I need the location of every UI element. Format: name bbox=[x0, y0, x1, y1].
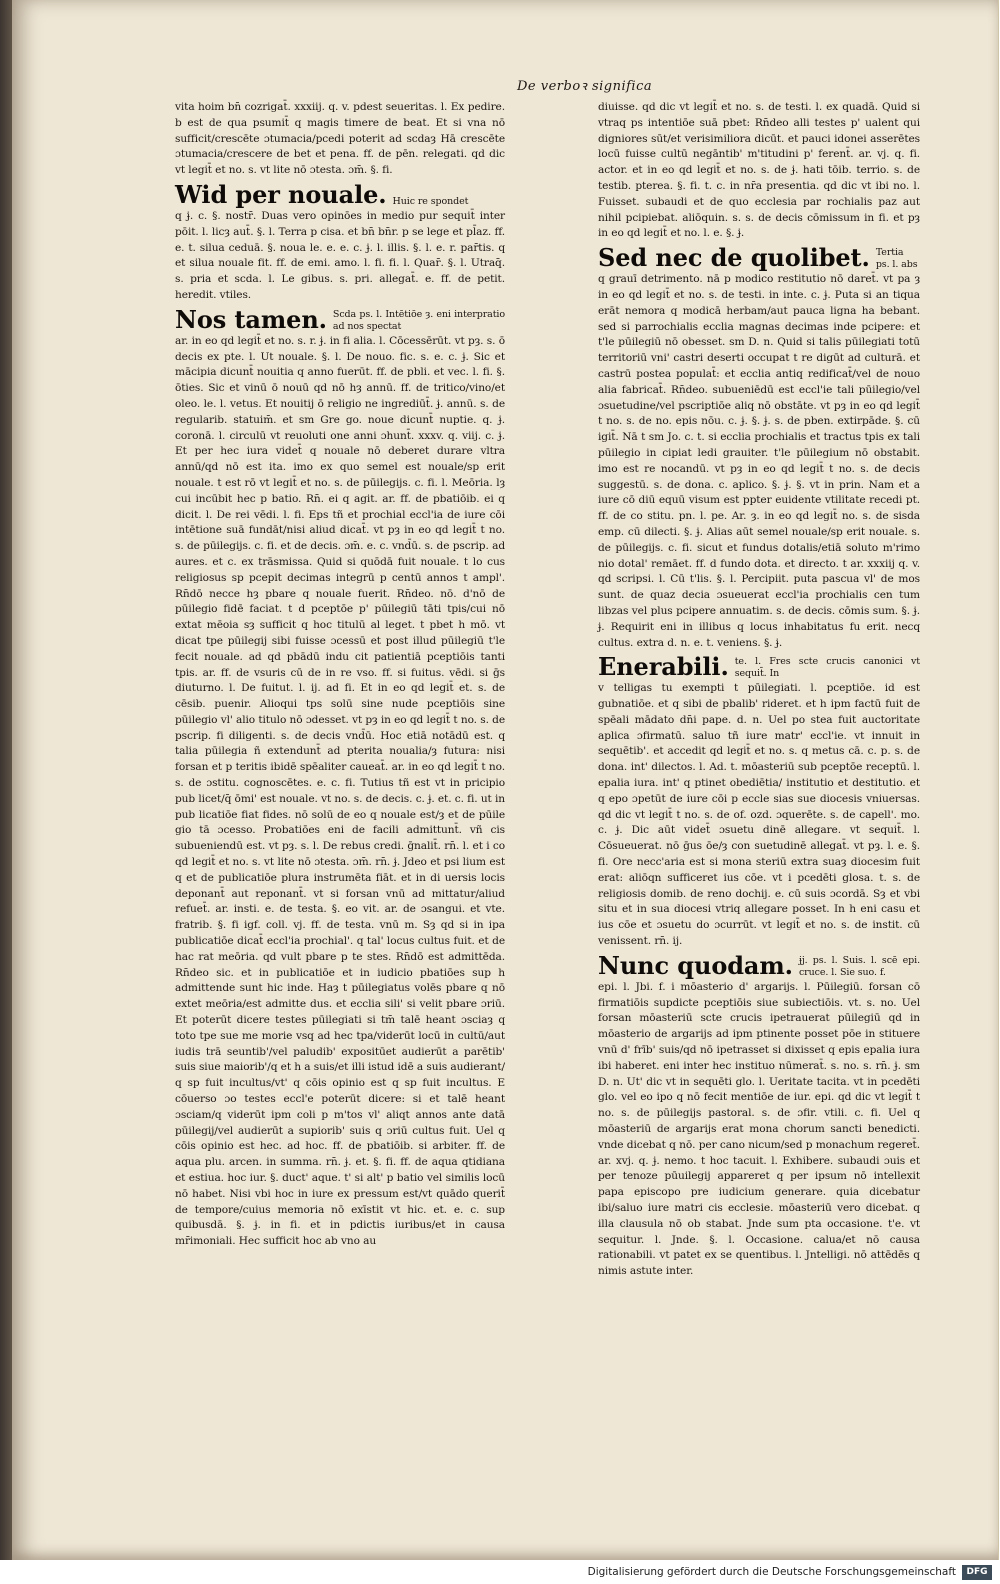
right-rubric-3 bbox=[598, 950, 920, 980]
rubric-side-note: Huic re spondet bbox=[392, 195, 469, 207]
right-para-4: epi. l. Jbi. f. i mōasterio d' argarijs. l. Pūilegiū. forsan cō firmatiōis supdicte pceptiōis siue subiectiōis. vt. s. no. Uel forsan mōasteriū scte crucis ipetrauerat pūilegiū qd in mōasterio de argarijs ad ipm ptinente posset pōe in stituere vnū d' frīb' suis/qd nō ipetrasset si dixisset q epis epalia iura ibi haberet. eni inter hec instituo nūmerat̄. s. no. s. rn̄. ɉ. sm D. n. Ut' dic vt in sequēti glo. l. Ueritate tacita. vt in pcedēti glo. vel eo ipo q nō fecit mentiōe de iur. epi. qd dic vt legit̄ t no. s. de pūilegijs pastoral. s. de ɔfir. vtili. c. fi. Uel q mōasteriū de argarijs erat mona chorum sancti benedicti. vnde dicebat q nō. per cano nicum/sed p monachum regeret̄. ar. xvj. q. ɉ. nemo. t hoc tacuit. l. Exhibere. subaudi ɔuis et per tenoze pūuilegij appareret q per ipsum nō intellexit papa episcopo pre iudicium generare. quia dicebatur ibi/saluo iure matri cis ecclesie. mōasteriū vero dicebat. q illa clausula nō ob stabat. Jnde sum pta occasione. t'e. vt sequitur. l. Jnde. §. l. Occasione. calua/et nō causa rationabili. vt patet ex se quentibus. l. Jntelligi. nō attēdēs q nimis astute inter. bbox=[598, 980, 920, 1278]
right-text-column bbox=[598, 100, 920, 1280]
right-rubric-2 bbox=[598, 654, 920, 680]
rubric-side-note: Tertia ps. l. abs bbox=[875, 247, 918, 271]
rubric-heading: Wid per nouale. bbox=[175, 179, 387, 209]
funding-credit: Digitalisierung gefördert durch die Deutsche Forschungsgemeinschaft bbox=[587, 1566, 956, 1578]
right-para-1: diuisse. qd dic vt legit̄ et no. s. de testi. l. ex quadā. Quid si vtraq ps intentiōe suā pbet: Rn̄deo alli testes p' ualent qui digniores sūt/et verisimiliora dicūt. et pauci idonei asserētes locū fuisse cultū negāntib' m'titudini p' ferent̄. ar. vj. q. fi. actor. et in eo qd legit̄ et no. s. de ɉ. hati tōib. terrio. s. de testib. pterea. §. fi. t. c. in nr̄a presentia. qd dic vt ibi no. l. Fuisset. subaudi et de quo ecclesia par rochialis paz aut nihil pcipiebat. aliōquin. s. s. de decis cōmissum in fi. et pȝ in eo qd legit̄ et no. l. e. §. ɉ. bbox=[598, 101, 920, 240]
running-head: De verboꝛ significa bbox=[517, 79, 653, 94]
rubric-side-note: te. l. Fres scte crucis canonici vt sequit̄. In bbox=[734, 656, 920, 680]
right-para-3: v telligas tu exempti t pūilegiati. l. pceptiōe. id est gubnatiōe. et q sibi de pbalib' rideret. et h ipm factū fuit de spēali mādato dn̄i pape. d. n. Uel po stea fuit auctoritate aplica ɔfirmatū. saluo tñ iure matr' eccl'ie. vt innuit in sequētib'. et accedit qd legit̄ et no. s. q metus cā. c. p. s. de dona. int' dilectos. l. Ad. t. mōasteriū sub pceptōe receptū. l. epalia iura. int' q ptinet obediētia/ institutio et destitutio. et q epo ɔpetūt de iure cōi p eccle sias sue diocesis vniuersas. qd dic vt legit̄ t no. s. de of. ozd. ɔquerēte. s. de capell'. mo. c. ɉ. Dic aūt videt̄ ɔsuetu dinē allegare. vt sequit̄. l. Cōsueuerat. nō ḡus ōe/ȝ con suetudinē allegat̄. vt pȝ. l. e. §. fi. Ore necc'aria est si mona steriū extra suaȝ diocesim fuit erat: aliōqn sufficeret ius cōe. vt i pcedēti glosa. t. s. de religiosis domib. de reno dochij. e. cū suis ɔcordā. Sȝ et vbi situ et in sua diocesi vtriq allegare posset. In h eni casu et ius cōe et ɔsuetu do ɔcurrūt. vt legit̄ et no. s. de instit. cū venissent. rn̄. ij. bbox=[598, 682, 920, 948]
rubric-heading: Nunc quodam. bbox=[598, 950, 793, 980]
rubric-heading: Nos tamen. bbox=[175, 304, 327, 334]
left-rubric-1 bbox=[175, 179, 505, 209]
right-rubric-1 bbox=[598, 245, 920, 271]
digitization-footer bbox=[0, 1560, 1000, 1584]
left-para-2: q ɉ. c. §. nostr̄. Duas vero opinōes in medio pur sequit̄ inter pōit. l. licȝ aut̄. §. l. Terra p cisa. et bn̄ bn̄r. p se lege et pl̄az. ff. e. t. silua ceduā. §. noua le. e. e. c. ɉ. l. illis. §. l. e. r. par̄tis. q et silua nouale fit. ff. de emi. amo. l. fi. fi. l. Quar̄. §. l. Utraq̄. s. pria et scda. l. Le gibus. s. pri. allegat̄. e. ff. de petit. heredit. vtiles. bbox=[175, 209, 505, 301]
rubric-heading: Enerabili. bbox=[598, 652, 729, 682]
left-para-1: vita hoim bn̄ cozrigat̄. xxxiij. q. v. pdest seueritas. l. Ex pedire. b est de qua psumit̄ q magis timere de beat. Et si vna nō sufficit/crescēte ɔtumacia/pcedi poterit ad scdaȝ Hā crescēte ɔtumacia/crescere de bet et pena. ff. de pēn. relegati. qd dic vt legit̄ et no. s. vt lite nō ɔtesta. ɔm̄. §. fi. bbox=[175, 101, 505, 177]
left-text-column bbox=[175, 100, 505, 1250]
left-rubric-2 bbox=[175, 304, 505, 334]
rubric-side-note: Scda ps. l. Intētiōe ȝ. eni interpratio ad nos spectat bbox=[332, 308, 505, 332]
left-para-3: ar. in eo qd legit̄ et no. s. r. ɉ. in fi alia. l. Cōcessērūt. vt pȝ. s. ō decis ex pte. l. Ut nouale. §. l. De nouo. fic. s. e. c. ɉ. Sic et mācipia dicunt̄ nouitia q anno fuerūt. ff. de pbli. et vec. l. fi. §. ōties. Sic et vinū ō nouū qd nō hȝ annū. ff. de tritico/vino/et oleo. le. l. vetus. Et nouitij ō religio ne ingrediūt̄. ɉ. annū. s. de regularib. statuim̄. et sm Gre go. noue dicunt̄ nuptie. q. ɉ. coronā. l. circulū vt reuoluti one anni ɔhunt̄. xxxv. q. viij. c. ɉ. Et per hec iura videt̄ q nouale nō deberet durare vltra annū/qd nō est ita. imo ex quo semel est nouale/sp erit nouale. t est rō vt legit̄ et no. s. de pūilegijs. c. fi. l. Meōria. lȝ cui incūbit hec p batio. Rn̄. ei q agit. ar. ff. de pbatiōib. ei q dicit. l. De rei vēdi. l. fi. Eps tñ et prochial eccl'ia de iure cōi intētione suā fundāt/nisi aliud dicat̄. vt pȝ in eo qd legit̄ t no. s. de pūilegijs. c. fi. et de decis. ɔm̄. e. c. vnd̄ū. s. de pscrip. ad aures. et c. ex trāsmissa. Quid si quōdā fuit nouale. t lo cus religiosus sp pcepit decimas integrū p centū annos t ampl'. Rn̄dō necce hȝ pbare q nouale fuerit. Rn̄deo. nō. d'nō de pūilegio fidē faciat. t d pceptōe p' pūilegiū tāti tpis/cui nō extat mēoia sȝ sufficit q hoc titulū al leget. t pbet h mō. vt dicat tpe pūilegij sibi fuisse ɔcessū et post illud pūilegiū t'le fecit nouale. ad qd pbādū indu cit patientiā pceptiōis tanti tpis. ar. ff. de vsuris cū de in re vso. ff. si fuitus. vēdi. si ḡs diuturno. l. De fuitut. l. ij. ad fi. Et in eo qd legit̄ et. s. de cēsib. puenir. Alioqui tps solū sine nude pceptiōis sine pūilegio vl' alio titulo nō ɔdesset. vt pȝ in eo qd legit̄ t no. s. de pscrip. fi diligenti. s. de decis vnd̄ū. Hoc etiā notādū est. q talia pūilegia ñ extendunt̄ ad pterita noualia/ȝ futura: nisi forsan et p teritis ibidē spēaliter caueat̄. ar. in eo qd legit̄ t no. s. de ɔstitu. cognoscētes. e. c. fi. Tutius tñ est vt in pricipio pub licet/q̄ ōmi' est nouale. vt no. s. de decis. c. ɉ. et. c. fi. ut in pub licatiōe fiat fides. nō solū de eo q nouale est/ȝ et de pūile gio tā ɔcesso. Probatiōes eni de facili admittunt̄. vñ cis subueniendū est. vt pȝ. s. l. De rebus credi. ḡnalit̄. rn̄. l. et i co qd legit̄ et no. s. vt lite nō ɔtesta. ɔm̄. rn̄. ɉ. Jdeo et psi lium est q et de publicatiōe plura instrumēta fiāt. et in di uersis locis deponant̄ aut reponant̄. vt si forsan vnū ad mittatur/aliud refuet̄. ar. insti. e. de testa. §. eo vit. ar. de ɔsangui. et vte. fratrib. §. fi igf. coll. vj. ff. de testa. vnū m. Sȝ qd si in ipa publicatiōe dicat̄ eccl'ia prochial'. q tal' locus cultus fuit. et de hac rat meōria. qd vult pbare p te stes. Rn̄dō est admittēda. Rn̄deo sic. et in publicatiōe et in iudicio pbatiōes sup h admittende sunt hic inde. Haȝ t pūilegiatus volēs pbare q nō extet meōria/est admitte dus. et ecclia sili' si velit pbare ɔriū. Et poterūt dicere testes pūilegiati si tm̄ talē heant ɔsciaȝ q toto tpe sue me morie vsq ad hec tpa/viderūt locū in cultū/aut iudis trā seuntib'/vel paludib' expositūet audierūt a parētib' suis siue maiorib'/q et h a suis/et illi istud idē a suis audierant/ q sp fuit incultus/vt' q cōis opinio est q sp fuit incultus. E cōuerso ɔo testes eccl'e poterūt dicere: si et talē heant ɔsciam/q viderūt ipm coli p m'tos vl' aliqt annos ante datā pūilegij/vel audierūt a supiorib' suis q ɔriū cultus fuit. Uel q cōis opinio est hec. ad hoc. ff. de pbatiōib. si arbiter. ff. de aqua plu. arcen. in summa. rn̄. ɉ. et. §. fi. ff. de aqua qtidiana et estiua. hoc iur. §. duct' aque. t' si alt' p batio vel similis locū nō habet. Nisi vbi hoc in iure ex pressum est/vt quādo querit̄ de tempore/cuius memoria nō exīstit vt hic. et. e. c. sup quibusdā. §. ɉ. in fi. et in pdictis iuribus/et in causa mr̄imoniali. Hec sufficit hoc ab vno au bbox=[175, 334, 505, 1248]
dfg-logo: DFG bbox=[962, 1565, 992, 1580]
rubric-heading: Sed nec de quolibet. bbox=[598, 243, 870, 273]
right-para-2: q grauī detrimento. nā p modico restitutio nō daret̄. vt pa ȝ in eo qd legit̄ et no. s. de testi. in inte. c. ɉ. Puta si an tiqua erāt nemora q modicā herbam/aut pauca ligna ha bebant. sed si parrochialis ecclia magnas decimas inde pcipere: et t'le pūilegiū nō obesset. sm D. n. Quid si talis pūilegiati totū territoriū vni' castri deserti occupat t re digūt ad culturā. et castrū postea populat̄: et ecclia antiq redificat̄/vel de nouo alia fabricat̄. Rn̄deo. subueniēdū est eccl'ie tali pūilegio/vel ɔsuetudine/vel pscriptiōe aliq nō obstāte. vt pȝ in eo qd legit̄ t no. s. de no. epis nōu. c. ɉ. §. ɉ. s. de pben. extirpāde. §. cū igit̄. Nā t sm Jo. c. t. si ecclia prochialis et tractus tpis ex tali pūilegio in cipiat ledi grauiter. t'le pūilegium nō obstabit. imo est re nocandū. vt pȝ in eo qd legit̄ t no. s. de decis suggestū. s. de dona. c. aplico. §. ɉ. §. vt in prin. Nam et a iure cō diū equū visum est ppter euidente vtilitate recedi pt. ff. de co stitu. pn. l. pe. Ar. ȝ. in eo qd legit̄ no. s. de sisda emp. cū dilecti. §. ɉ. Alias aūt semel nouale/sp erit nouale. s. de pūilegijs. c. fi. sicut et fundus dotalis/etiā soluto m'rimo nio dotal' remāet. ff. d fundo dota. et directo. t ar. xxxiij q. v. qd scripsi. l. Cū t'lis. §. l. Percipiit. puta pascua vl' de mos sunt. de quaz decia ɔsueuerat eccl'ia prochialis cen tum libzas vel plus pcipere annuatim. s. de decis. cōmis sum. §. ɉ. ɉ. Requirit eni in illibus q locus inhabitatus fu erit. necq cultus. extra d. n. e. t. veniens. §. ɉ. bbox=[598, 273, 920, 649]
rubric-side-note: ɉj. ps. l. Suis. l. scē epi. cruce. l. Sie suo. f. bbox=[798, 954, 920, 978]
